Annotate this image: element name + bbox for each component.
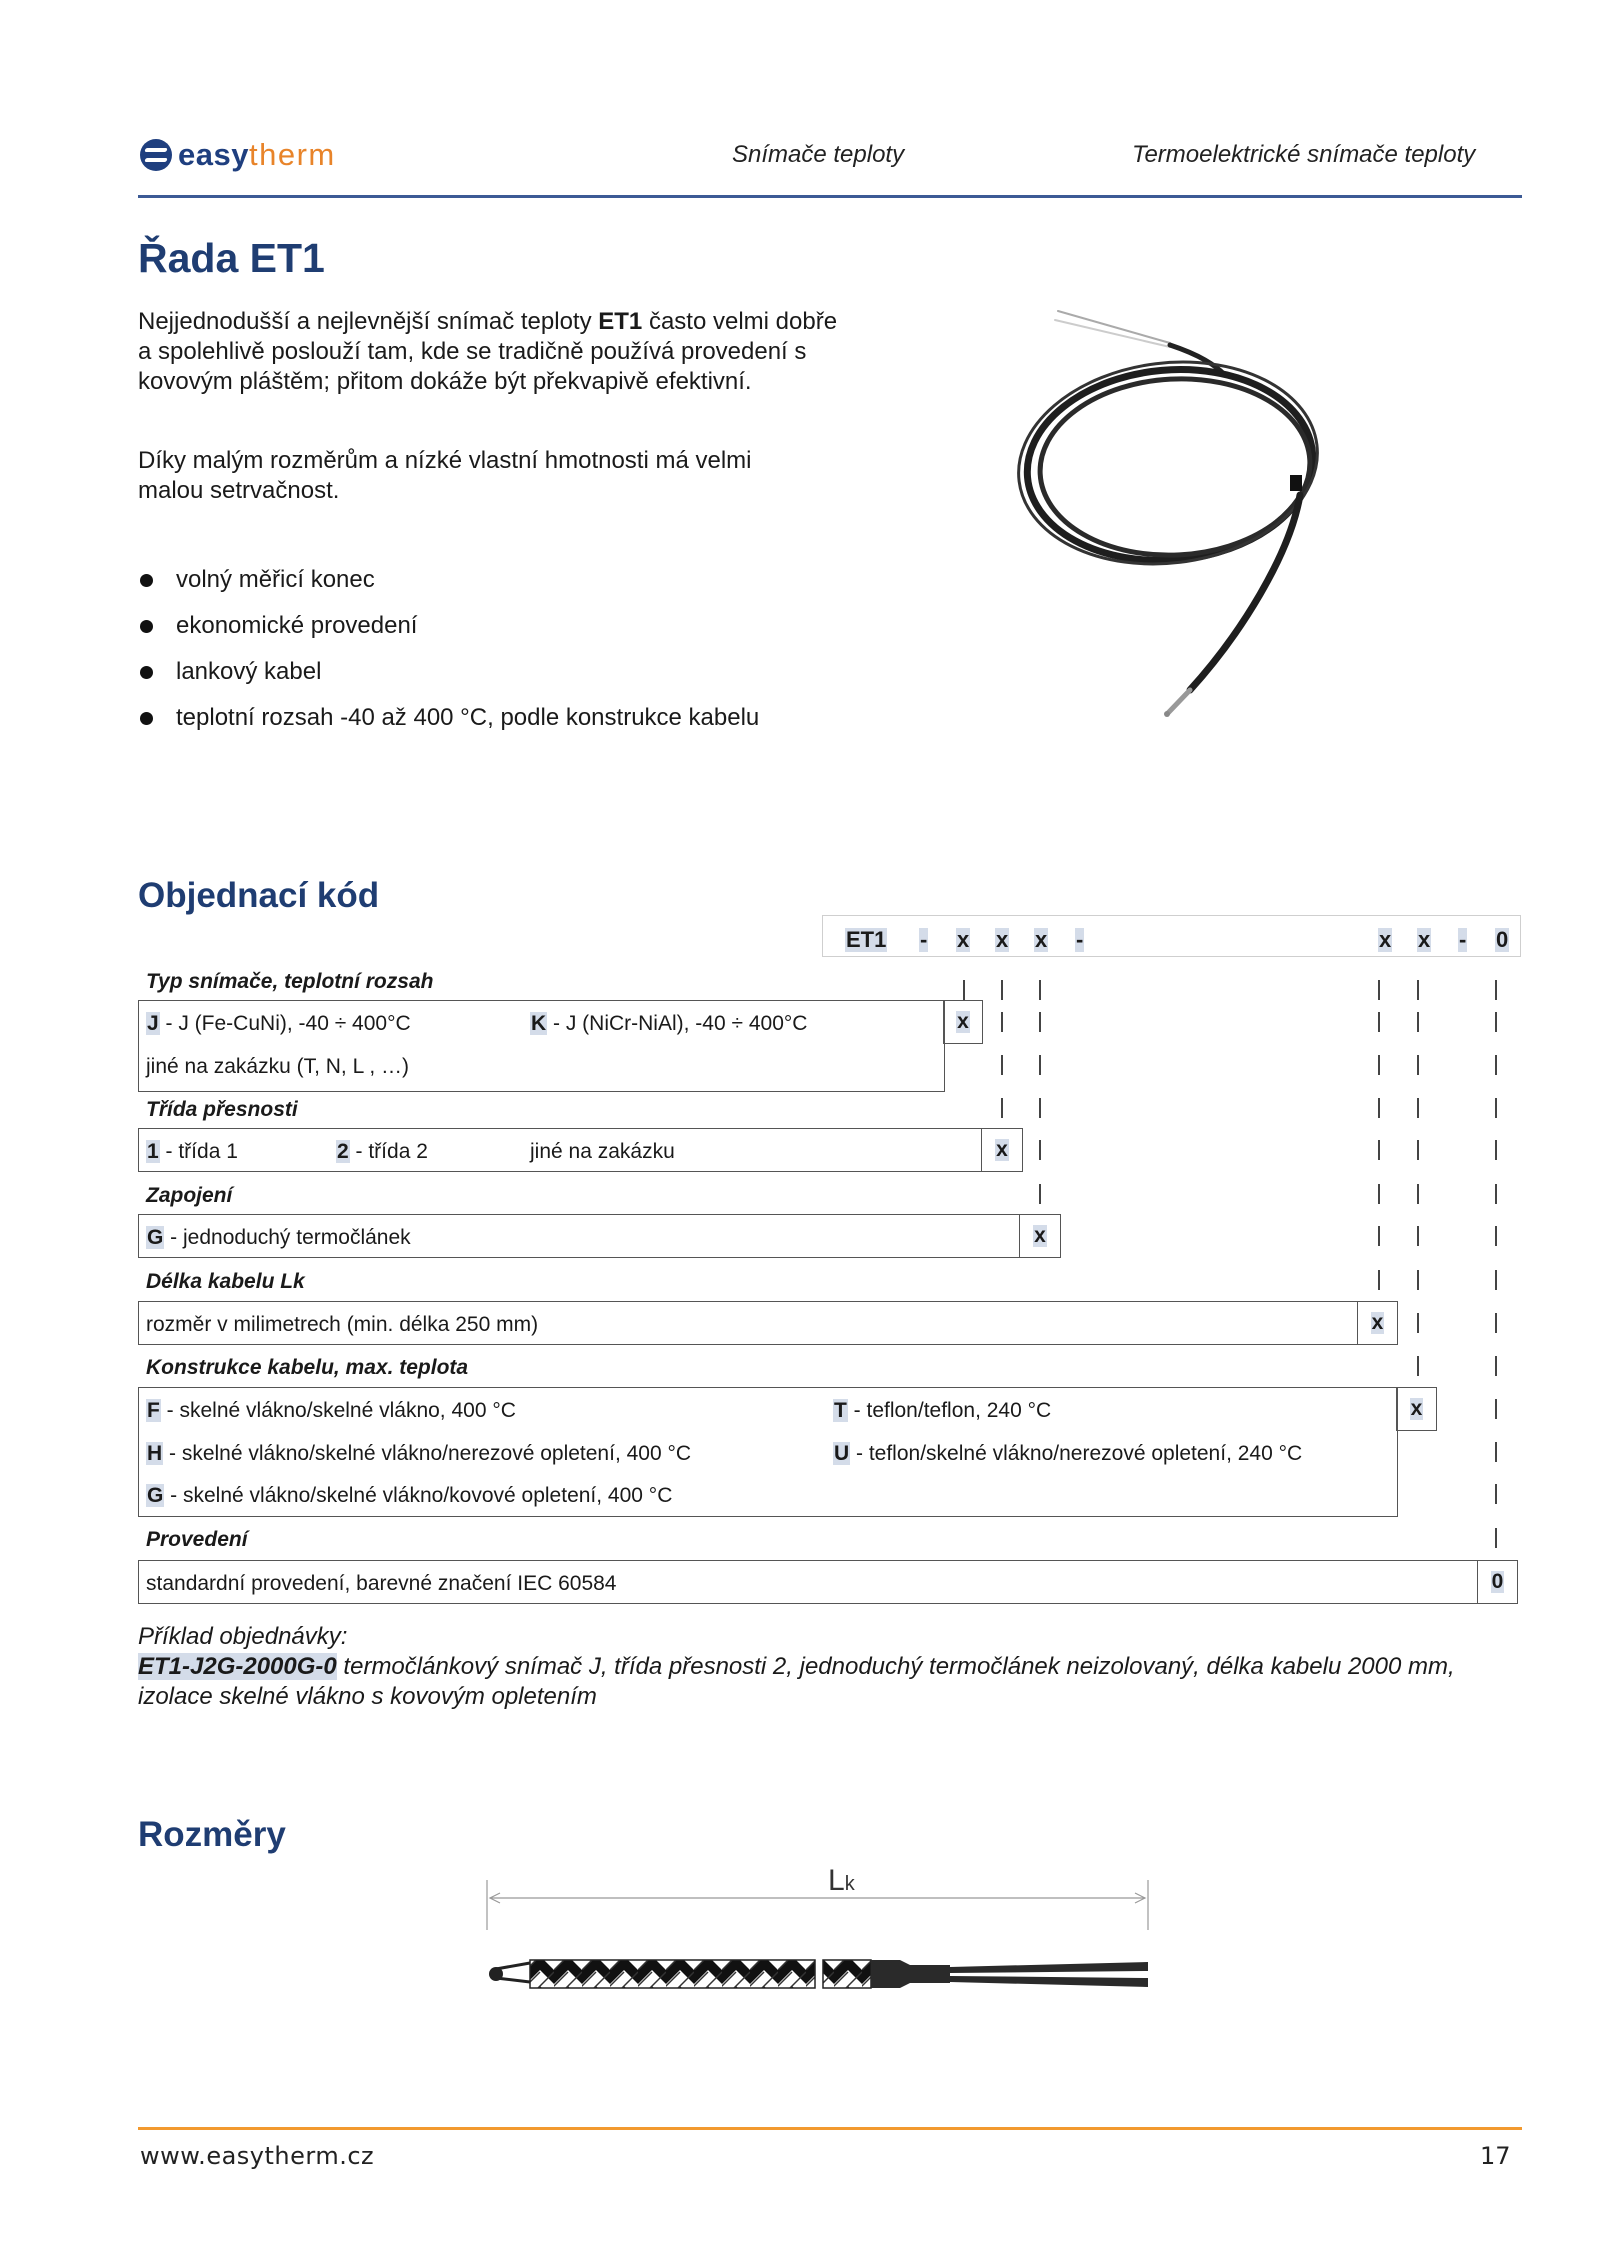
marker-cable bbox=[1396, 1387, 1437, 1431]
connector-dash bbox=[1417, 1226, 1419, 1246]
connector-dash bbox=[1378, 1012, 1380, 1032]
marker-text: 0 bbox=[1491, 1570, 1504, 1593]
connector-dash bbox=[1495, 1399, 1497, 1419]
option-code: G bbox=[147, 1484, 164, 1507]
connector-dash bbox=[1417, 1012, 1419, 1032]
page-number: 17 bbox=[1480, 2142, 1511, 2170]
logo-text-easy: easy bbox=[178, 137, 249, 172]
option-code: K bbox=[531, 1012, 547, 1035]
connector-dash bbox=[1378, 1184, 1380, 1204]
connector-dash bbox=[1417, 1270, 1419, 1290]
code-separator: - bbox=[920, 927, 928, 952]
order-code-heading: Objednací kód bbox=[138, 876, 380, 915]
connector-dash bbox=[1378, 980, 1380, 1000]
footer-url[interactable]: www.easytherm.cz bbox=[140, 2142, 375, 2170]
option-code: F bbox=[147, 1399, 160, 1422]
option-text: - J (NiCr-NiAl), -40 ÷ 400°C bbox=[547, 1012, 808, 1035]
connector-dash bbox=[1495, 1270, 1497, 1290]
intro-text-cont: často velmi dobře a spolehlivě poslouží tam, kde se tradičně používá provedení s kovovým pláštěm; přitom dokáže být překvapivě efektivní. bbox=[138, 308, 838, 395]
bullet-icon bbox=[140, 712, 153, 725]
connector-dash bbox=[1495, 1484, 1497, 1504]
connector-dash bbox=[1378, 1226, 1380, 1246]
example-body bbox=[138, 1652, 1528, 1712]
connector-dash bbox=[1495, 1055, 1497, 1075]
connector-dash bbox=[1001, 1012, 1003, 1032]
connector-dash bbox=[1417, 980, 1419, 1000]
example-label: Příklad objednávky: bbox=[138, 1623, 348, 1650]
marker-text: x bbox=[996, 1138, 1008, 1161]
connector-dash bbox=[1378, 1140, 1380, 1160]
braided-cable-segment bbox=[823, 1960, 871, 1988]
feature-text: lankový kabel bbox=[176, 658, 322, 685]
feature-text: volný měřicí konec bbox=[176, 566, 375, 593]
connector-dash bbox=[1417, 1184, 1419, 1204]
cable-sleeve bbox=[871, 1960, 950, 1988]
option-G-wiring bbox=[146, 1226, 411, 1250]
connector-dash bbox=[1495, 1012, 1497, 1032]
option-K bbox=[530, 1012, 807, 1036]
logo-text-therm: therm bbox=[248, 137, 336, 172]
code-position-class: x bbox=[996, 927, 1009, 952]
section-label-wiring: Zapojení bbox=[146, 1184, 233, 1207]
option-code: H bbox=[147, 1442, 163, 1465]
option-standard: standardní provedení, barevné značení IEC 60584 bbox=[146, 1572, 617, 1595]
option-code: G bbox=[147, 1226, 164, 1249]
option-2 bbox=[336, 1140, 428, 1164]
bullet-icon bbox=[140, 666, 153, 679]
code-separator: - bbox=[1459, 927, 1467, 952]
option-text: - teflon/skelné vlákno/nerezové opletení, 240 °C bbox=[850, 1442, 1303, 1465]
braided-cable-segment bbox=[530, 1960, 815, 1988]
cable-dimension-drawing bbox=[470, 1850, 1170, 2000]
bullet-icon bbox=[140, 620, 153, 633]
connector-dash bbox=[1039, 1140, 1041, 1160]
code-position-cable: x bbox=[1418, 927, 1431, 952]
marker-length bbox=[1357, 1301, 1398, 1345]
connector-dash bbox=[1417, 1055, 1419, 1075]
connector-dash bbox=[1495, 1313, 1497, 1333]
connector-dash bbox=[1495, 1226, 1497, 1246]
option-text: - skelné vlákno/skelné vlákno/nerezové opletení, 400 °C bbox=[163, 1442, 692, 1465]
feature-item bbox=[138, 565, 796, 595]
option-text: - J (Fe-CuNi), -40 ÷ 400°C bbox=[159, 1012, 411, 1035]
logo-icon bbox=[140, 139, 172, 171]
connector-dash bbox=[1001, 1098, 1003, 1118]
feature-text: teplotní rozsah -40 až 400 °C, podle konstrukce kabelu bbox=[176, 704, 760, 731]
section-label-type: Typ snímače, teplotní rozsah bbox=[146, 970, 434, 993]
connector-dash bbox=[1495, 980, 1497, 1000]
option-text: - třída 2 bbox=[349, 1140, 428, 1163]
option-code: T bbox=[834, 1399, 847, 1422]
code-position-length: x bbox=[1379, 927, 1392, 952]
header-subcategory: Termoelektrické snímače teploty bbox=[1132, 141, 1476, 168]
option-1 bbox=[146, 1140, 238, 1164]
connector-dash bbox=[1378, 1270, 1380, 1290]
option-code: U bbox=[834, 1442, 850, 1465]
connector-dash bbox=[1039, 1012, 1041, 1032]
feature-list bbox=[138, 565, 796, 749]
section-label-version: Provedení bbox=[146, 1528, 248, 1551]
order-example bbox=[138, 1622, 1528, 1712]
section-label-length: Délka kabelu Lk bbox=[146, 1270, 305, 1293]
marker-text: x bbox=[1371, 1311, 1384, 1334]
option-text: - jednoduchý termočlánek bbox=[164, 1226, 411, 1249]
connector-dash bbox=[1495, 1184, 1497, 1204]
intro-paragraph-1 bbox=[138, 307, 838, 397]
connector-dash bbox=[1039, 1055, 1041, 1075]
code-separator: - bbox=[1076, 927, 1084, 952]
option-G-cable bbox=[146, 1484, 672, 1508]
connector-dash bbox=[1001, 1055, 1003, 1075]
section-label-cable: Konstrukce kabelu, max. teplota bbox=[146, 1356, 469, 1379]
feature-item bbox=[138, 657, 796, 687]
option-code: 2 bbox=[337, 1140, 349, 1163]
feature-text: ekonomické provedení bbox=[176, 612, 418, 639]
marker-type bbox=[943, 1000, 983, 1044]
connector-dash bbox=[1495, 1528, 1497, 1548]
dimensions-heading: Rozměry bbox=[138, 1815, 286, 1854]
option-H bbox=[146, 1442, 691, 1466]
marker-text: x bbox=[957, 1010, 969, 1033]
marker-wiring bbox=[1019, 1214, 1061, 1258]
option-J bbox=[146, 1012, 411, 1036]
marker-version bbox=[1477, 1560, 1518, 1604]
connector-dash bbox=[1495, 1098, 1497, 1118]
option-text: - teflon/teflon, 240 °C bbox=[847, 1399, 1052, 1422]
code-prefix: ET1 bbox=[846, 927, 887, 952]
feature-item bbox=[138, 611, 796, 641]
connector-dash bbox=[1378, 1098, 1380, 1118]
option-length: rozměr v milimetrech (min. délka 250 mm) bbox=[146, 1313, 539, 1336]
marker-text: x bbox=[1034, 1224, 1046, 1247]
connector-dash bbox=[1417, 1098, 1419, 1118]
option-F bbox=[146, 1399, 516, 1423]
code-position-version: 0 bbox=[1496, 927, 1509, 952]
connector-dash bbox=[1495, 1442, 1497, 1462]
example-code: ET1-J2G-2000G-0 bbox=[138, 1653, 337, 1680]
option-other-type: jiné na zakázku (T, N, L , …) bbox=[146, 1055, 409, 1078]
example-text: termočlánkový snímač J, třída přesnosti 2, jednoduchý termočlánek neizolovaný, délka kabelu 2000 mm, izolace skelné vlákno s kovovým opletením bbox=[138, 1653, 1455, 1710]
connector-dash bbox=[963, 980, 965, 1000]
marker-class bbox=[981, 1128, 1023, 1172]
connector-dash bbox=[1378, 1055, 1380, 1075]
connector-dash bbox=[1001, 980, 1003, 1000]
option-text: - třída 1 bbox=[159, 1140, 238, 1163]
option-text: - skelné vlákno/skelné vlákno, 400 °C bbox=[160, 1399, 516, 1422]
feature-item bbox=[138, 703, 776, 733]
header-divider bbox=[138, 195, 1522, 198]
footer-divider bbox=[138, 2127, 1522, 2130]
thermocouple-cable-photo bbox=[1010, 295, 1350, 735]
code-position-type: x bbox=[957, 927, 970, 952]
connector-dash bbox=[1417, 1313, 1419, 1333]
connector-dash bbox=[1495, 1140, 1497, 1160]
option-code: 1 bbox=[147, 1140, 159, 1163]
option-text: - skelné vlákno/skelné vlákno/kovové opletení, 400 °C bbox=[164, 1484, 673, 1507]
option-other-class: jiné na zakázku bbox=[530, 1140, 675, 1163]
connector-dash bbox=[1039, 1098, 1041, 1118]
connector-dash bbox=[1417, 1140, 1419, 1160]
code-position-wiring: x bbox=[1035, 927, 1048, 952]
lead-wires bbox=[950, 1962, 1148, 1987]
bullet-icon bbox=[140, 574, 153, 587]
intro-text: Nejjednodušší a nejlevnější snímač teploty bbox=[138, 308, 599, 335]
intro-paragraph-2: Díky malým rozměrům a nízké vlastní hmotnosti má velmi malou setrvačnost. bbox=[138, 447, 752, 504]
connector-dash bbox=[1039, 1184, 1041, 1204]
brand-logo bbox=[140, 135, 336, 175]
dim-label: Lk bbox=[828, 1864, 855, 1897]
connector-dash bbox=[1417, 1356, 1419, 1376]
connector-dash bbox=[1039, 980, 1041, 1000]
option-U bbox=[833, 1442, 1302, 1466]
header-category: Snímače teploty bbox=[732, 141, 905, 168]
option-T bbox=[833, 1399, 1051, 1423]
product-name: ET1 bbox=[598, 308, 643, 335]
page-title: Řada ET1 bbox=[138, 235, 325, 281]
section-label-class: Třída přesnosti bbox=[146, 1098, 298, 1121]
marker-text: x bbox=[1410, 1397, 1423, 1420]
option-code: J bbox=[147, 1012, 159, 1035]
connector-dash bbox=[1495, 1356, 1497, 1376]
